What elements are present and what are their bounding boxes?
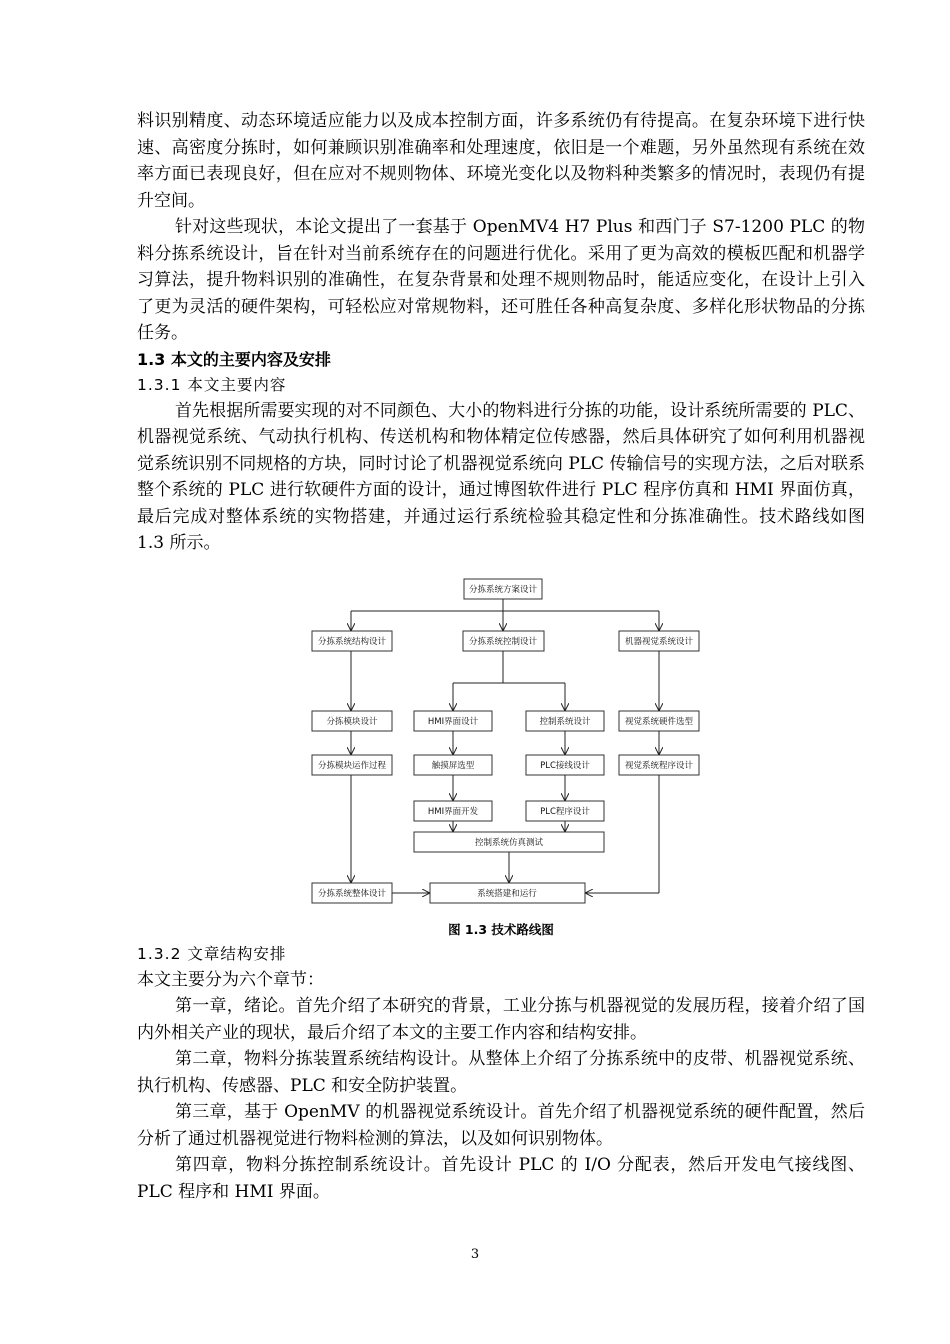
label-hmi-design: HMI界面设计 xyxy=(427,716,479,727)
label-module-proc: 分拣模块运作过程 xyxy=(317,760,387,771)
label-plc-wiring: PLC接线设计 xyxy=(540,760,590,771)
label-module: 分拣模块设计 xyxy=(326,716,378,727)
label-touch: 触摸屏选型 xyxy=(431,760,475,771)
paragraph-proposal: 针对这些现状，本论文提出了一套基于 OpenMV4 H7 Plus 和西门子 S7-1200 PLC 的物料分拣系统设计，旨在针对当前系统存在的问题进行优化。采用了更为高效的模板匹配和机器学习算法，提升物料识别的准确性，在复杂背景和处理不规则物品时，能适应变化，在设计上引入了更为灵活的硬件架构，可轻松应对常规物料，还可胜任各种高复杂度、多样化形状物品的分拣任务。 xyxy=(137,217,865,343)
paragraph-intro-continued: 料识别精度、动态环境适应能力以及成本控制方面，许多系统仍有待提高。在复杂环境下进行快速、高密度分拣时，如何兼顾识别准确率和处理速度，依旧是一个难题，另外虽然现有系统在效率方面已表现良好，但在应对不规则物体、环境光变化以及物料种类繁多的情况时，表现仍有提升空间。 xyxy=(137,111,865,211)
figure-caption: 图 1.3 技术路线图 xyxy=(448,921,554,937)
page-number: 3 xyxy=(470,1247,480,1262)
section-heading-1-3-2: 1.3.2 文章结构安排 xyxy=(137,944,287,963)
label-root: 分拣系统方案设计 xyxy=(468,584,538,595)
paragraph-chapter-1: 第一章，绪论。首先介绍了本研究的背景，工业分拣与机器视觉的发展历程，接着介绍了国内外相关产业的现状，最后介绍了本文的主要工作内容和结构安排。 xyxy=(137,996,865,1043)
label-vision-hw: 视觉系统硬件选型 xyxy=(624,716,694,727)
label-struct: 分拣系统结构设计 xyxy=(317,636,387,647)
flowchart-diagram xyxy=(137,572,865,920)
section-heading-1-3-1: 1.3.1 本文主要内容 xyxy=(137,375,287,394)
paragraph-chapter-4: 第四章，物料分拣控制系统设计。首先设计 PLC 的 I/O 分配表，然后开发电气接线图、PLC 程序和 HMI 界面。 xyxy=(137,1155,865,1202)
label-sim: 控制系统仿真测试 xyxy=(474,837,544,848)
section-heading-1-3: 1.3 本文的主要内容及安排 xyxy=(137,349,331,369)
label-overall: 分拣系统整体设计 xyxy=(317,888,387,899)
label-hmi-dev: HMI界面开发 xyxy=(427,806,479,817)
label-control: 分拣系统控制设计 xyxy=(468,636,538,647)
label-plc-prog: PLC程序设计 xyxy=(540,806,590,817)
label-ctrl-design: 控制系统设计 xyxy=(539,716,591,727)
paragraph-chapter-2: 第二章，物料分拣装置系统结构设计。从整体上介绍了分拣系统中的皮带、机器视觉系统、执行机构、传感器、PLC 和安全防护装置。 xyxy=(137,1049,865,1096)
paragraph-main-content: 首先根据所需要实现的对不同颜色、大小的物料进行分拣的功能，设计系统所需要的 PLC、机器视觉系统、气动执行机构、传送机构和物体精定位传感器，然后具体研究了如何利用机器视觉系统识别不同规格的方块，同时讨论了机器视觉系统向 PLC 传输信号的实现方法，之后对联系整个系统的 PLC 进行软硬件方面的设计，通过博图软件进行 PLC 程序仿真和 HMI 界面仿真，最后完成对整体系统的实物搭建，并通过运行系统检验其稳定性和分拣准确性。技术路线如图 1.3 所示。 xyxy=(137,400,865,553)
technical-roadmap-figure xyxy=(137,572,865,920)
page-content xyxy=(137,108,865,1205)
paragraph-chapters-intro: 本文主要分为六个章节： xyxy=(137,969,324,990)
label-build: 系统搭建和运行 xyxy=(477,888,537,899)
label-vision: 机器视觉系统设计 xyxy=(624,636,694,647)
label-vision-prog: 视觉系统程序设计 xyxy=(624,760,694,771)
paragraph-chapter-3: 第三章，基于 OpenMV 的机器视觉系统设计。首先介绍了机器视觉系统的硬件配置，然后分析了通过机器视觉进行物料检测的算法，以及如何识别物体。 xyxy=(137,1102,865,1149)
